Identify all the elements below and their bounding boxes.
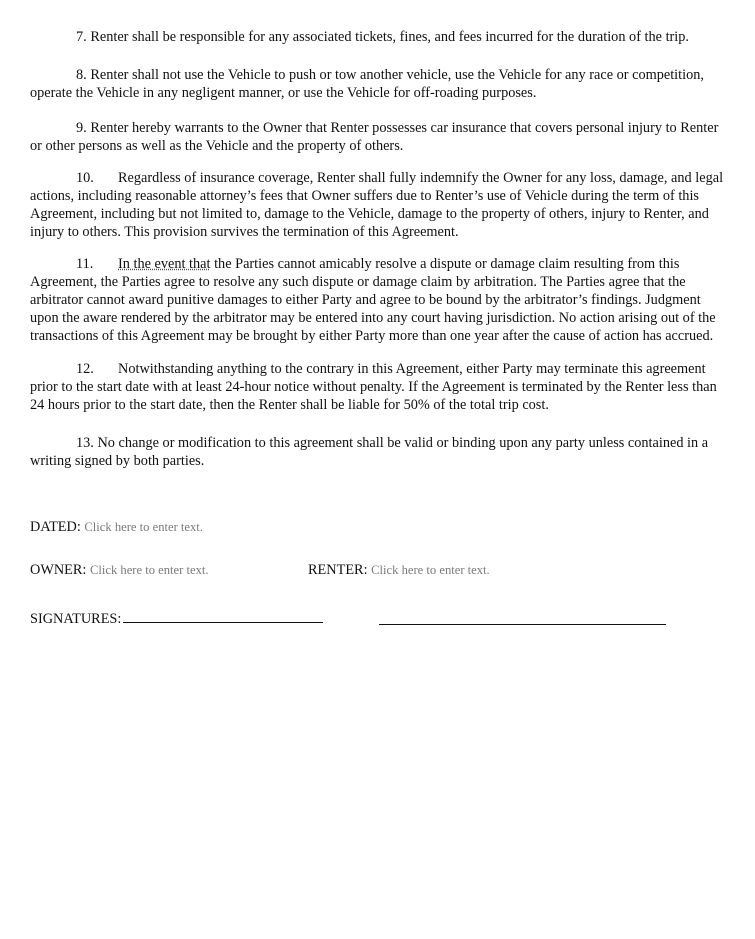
dated-row <box>30 518 203 536</box>
clause-9 <box>30 119 732 155</box>
clause-number: 12. <box>76 361 94 377</box>
owner-field[interactable]: Click here to enter text. <box>89 563 209 577</box>
clause-11 <box>30 255 732 345</box>
owner-signature-line[interactable] <box>123 609 323 623</box>
clause-number: 9. <box>76 120 87 136</box>
signatures-row <box>30 609 323 628</box>
clause-text: Renter shall be responsible for any associated tickets, fines, and fees incurred for the duration of the trip. <box>90 29 689 45</box>
dated-field[interactable]: Click here to enter text. <box>84 520 203 534</box>
clause-number: 8. <box>76 67 87 83</box>
renter-label: RENTER: <box>308 562 368 578</box>
clause-number: 7. <box>76 29 87 45</box>
clause-12 <box>30 360 732 414</box>
agreement-clauses <box>30 28 732 470</box>
clause-text: Notwithstanding anything to the contrary in this Agreement, either Party may terminate this agreement prior to the start date with at least 24-hour notice without penalty. If the Agreement is terminated by the Renter less than 24 hours prior to the start date, then the Renter shall be liable for 50% of the total trip cost. <box>30 361 717 413</box>
clause-text: Renter hereby warrants to the Owner that Renter possesses car insurance that covers personal injury to Renter or other persons as well as the Vehicle and the property of others. <box>30 120 719 154</box>
owner-label: OWNER: <box>30 562 87 578</box>
signatures-label: SIGNATURES: <box>30 611 122 627</box>
clause-10 <box>30 169 732 241</box>
clause-number: 11. <box>76 256 94 272</box>
owner-row <box>30 561 209 579</box>
clause-number: 13. <box>76 435 94 451</box>
grammar-flagged-phrase: In the event that <box>118 256 211 272</box>
clause-text: Regardless of insurance coverage, Renter shall fully indemnify the Owner for any loss, damage, and legal actions, including reasonable attorney’s fees that Owner suffers due to Renter’s use of Vehicle during the term of this Agreement, including but not limited to, damage to the Vehicle, damage to the property of others, injury to Renter, and injury to others. This provision survives the termination of this Agreement. <box>30 170 724 240</box>
clause-number: 10. <box>76 170 94 186</box>
clause-8 <box>30 66 732 102</box>
renter-field[interactable]: Click here to enter text. <box>371 563 490 577</box>
clause-13 <box>30 434 732 470</box>
renter-row <box>308 561 490 579</box>
clause-text: the Parties cannot amicably resolve a dispute or damage claim resulting from this Agreement, the Parties agree to resolve any such dispute or damage claim by arbitration. The Parties agree that the arbitrator cannot award punitive damages to either Party and agree to be bound by the arbitrator’s findings. Judgment upon the aware rendered by the arbitrator may be entered into any court having jurisdiction. No action arising out of the transactions of this Agreement may be brought by either Party more than one year after the cause of action has accrued. <box>30 256 716 344</box>
clause-text: Renter shall not use the Vehicle to push or tow another vehicle, use the Vehicle for any race or competition, operate the Vehicle in any negligent manner, or use the Vehicle for off-roading purposes. <box>30 67 704 101</box>
dated-label: DATED: <box>30 519 81 535</box>
renter-signature-line[interactable] <box>379 609 666 625</box>
clause-text: No change or modification to this agreement shall be valid or binding upon any party unless contained in a writing signed by both parties. <box>30 435 709 469</box>
clause-7 <box>30 28 732 46</box>
